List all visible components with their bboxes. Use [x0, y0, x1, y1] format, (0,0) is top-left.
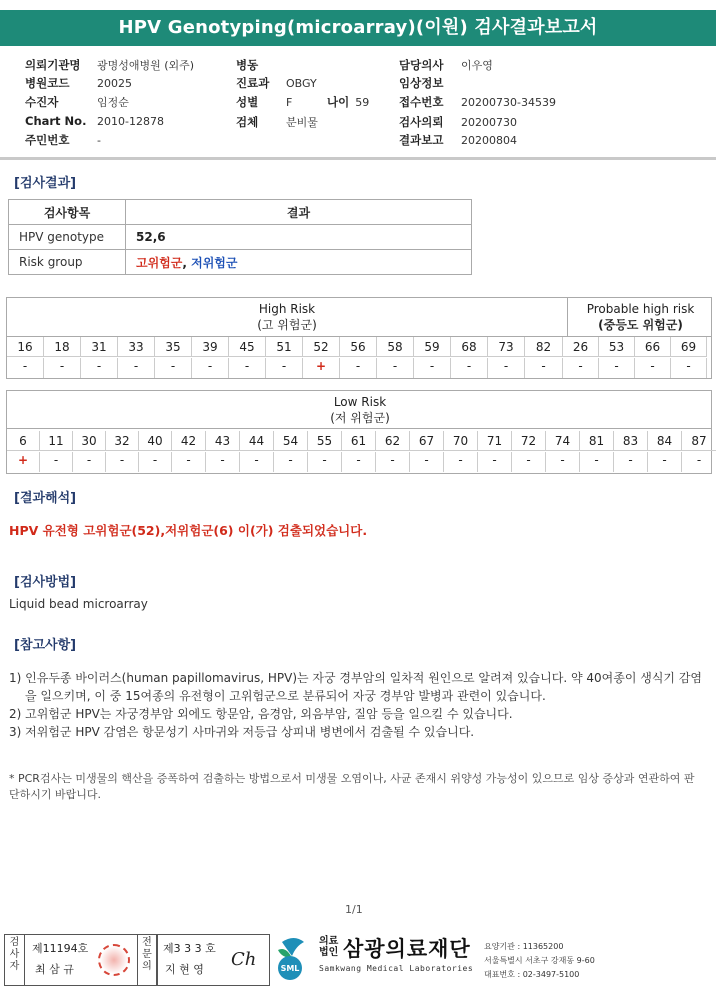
low-risk-results: [7, 452, 716, 472]
hpv-result-cell: -: [118, 358, 155, 378]
hpv-type-cell: 6: [7, 431, 40, 451]
hpv-result-cell: -: [671, 358, 707, 378]
hpv-result-cell: -: [451, 358, 488, 378]
hpv-result-cell: -: [599, 358, 635, 378]
foundation-title: 삼광의료재단: [343, 937, 471, 961]
hpv-type-cell: 61: [342, 431, 376, 451]
specialist-label: 전문의: [137, 935, 157, 985]
hpv-result-cell: -: [682, 452, 716, 472]
hpv-result-cell: -: [377, 358, 414, 378]
high-risk-types: [7, 337, 707, 357]
genotype-value: 52,6: [126, 225, 472, 250]
hpv-type-cell: 66: [635, 337, 671, 357]
low-risk-types: [7, 431, 716, 451]
note-3: 3) 저위험군 HPV 감염은 항문성기 사마귀와 저등급 상피내 병변에서 검출될 수 있습니다.: [9, 725, 475, 739]
hpv-type-cell: 69: [671, 337, 707, 357]
info-sex: 성별 F: [236, 95, 293, 109]
hpv-type-cell: 58: [377, 337, 414, 357]
svg-text:SML: SML: [280, 964, 300, 973]
hpv-result-cell: -: [106, 452, 139, 472]
info-patient: 수진자 임정순: [25, 95, 129, 109]
hpv-result-cell: -: [155, 358, 192, 378]
hpv-type-cell: 74: [546, 431, 580, 451]
info-hospital-code: 병원코드 20025: [25, 76, 132, 90]
info-resident-no: 주민번호 -: [25, 133, 101, 147]
hpv-type-cell: 84: [648, 431, 682, 451]
head-item: 검사항목: [9, 200, 126, 225]
risk-high-text: 고위험군: [136, 255, 183, 270]
info-specimen: 검체 분비물: [236, 115, 318, 129]
hpv-result-cell: -: [614, 452, 648, 472]
info-report-date: 결과보고 20200804: [399, 133, 517, 147]
hpv-result-cell: -: [410, 452, 444, 472]
hpv-type-cell: 30: [73, 431, 106, 451]
tester-license: 제11194호: [32, 942, 89, 955]
hpv-result-cell: -: [274, 452, 308, 472]
reference-notes: [9, 669, 709, 741]
signature-box: [4, 934, 270, 986]
sml-logo-icon: [274, 936, 314, 982]
foundation-contact: [484, 940, 595, 982]
hpv-result-cell: -: [525, 358, 563, 378]
hpv-result-cell: -: [172, 452, 206, 472]
hpv-result-cell: -: [648, 452, 682, 472]
hpv-result-cell: -: [444, 452, 478, 472]
hpv-type-cell: 32: [106, 431, 139, 451]
hpv-type-cell: 71: [478, 431, 512, 451]
low-risk-title: Low Risk (저 위험군): [330, 395, 390, 425]
hpv-type-cell: 87: [682, 431, 716, 451]
hpv-type-cell: 18: [44, 337, 81, 357]
low-risk-table: [6, 390, 712, 474]
risk-group-value: [126, 250, 472, 275]
hpv-type-cell: 59: [414, 337, 451, 357]
hpv-type-cell: 52: [303, 337, 340, 357]
section-method: [검사방법]: [14, 575, 77, 590]
hpv-type-cell: 68: [451, 337, 488, 357]
low-risk-header: [7, 391, 711, 429]
hpv-result-cell: -: [488, 358, 525, 378]
hpv-type-cell: 81: [580, 431, 614, 451]
info-chart-no: Chart No. 2010-12878: [25, 114, 164, 128]
legal-label: 의료법인: [319, 936, 339, 958]
hpv-type-cell: 82: [525, 337, 563, 357]
hpv-type-cell: 42: [172, 431, 206, 451]
hpv-result-cell: -: [192, 358, 229, 378]
info-ward: 병동: [236, 58, 259, 72]
hpv-type-cell: 55: [308, 431, 342, 451]
high-risk-results: [7, 358, 707, 378]
high-risk-table: [6, 297, 712, 379]
hpv-type-cell: 39: [192, 337, 229, 357]
hpv-result-cell: -: [376, 452, 410, 472]
hpv-result-cell: -: [546, 452, 580, 472]
table-row: [9, 250, 472, 275]
info-doctor: 담당의사 이우영: [399, 58, 493, 72]
risk-group-label: Risk group: [9, 250, 126, 275]
hpv-type-cell: 70: [444, 431, 478, 451]
hpv-type-cell: 26: [563, 337, 599, 357]
info-age: 나이 59: [327, 95, 370, 109]
info-clinical: 임상정보: [399, 76, 444, 90]
tester-name: 최 삼 규: [35, 963, 74, 976]
risk-separator: ,: [182, 255, 187, 270]
hpv-type-cell: 16: [7, 337, 44, 357]
hpv-result-cell: +: [303, 358, 340, 378]
hpv-type-cell: 54: [274, 431, 308, 451]
hpv-result-cell: -: [340, 358, 377, 378]
hpv-result-cell: -: [81, 358, 118, 378]
hpv-result-cell: -: [7, 358, 44, 378]
institution-code: 요양기관 : 11365200: [484, 942, 564, 951]
hpv-result-cell: -: [206, 452, 240, 472]
hpv-result-cell: -: [240, 452, 274, 472]
address: 서울특별시 서초구 강재동 9-60: [484, 956, 595, 965]
table-row: [9, 225, 472, 250]
hpv-result-cell: -: [73, 452, 106, 472]
hpv-type-cell: 62: [376, 431, 410, 451]
hpv-result-cell: -: [342, 452, 376, 472]
hpv-type-cell: 33: [118, 337, 155, 357]
hpv-result-cell: +: [7, 452, 40, 472]
foundation-english: Samkwang Medical Laboratories: [319, 964, 474, 973]
genotype-label: HPV genotype: [9, 225, 126, 250]
hpv-result-cell: -: [266, 358, 303, 378]
patient-info: [0, 52, 716, 160]
hpv-type-cell: 73: [488, 337, 525, 357]
specialist-license: 제3 3 3 호: [163, 942, 216, 955]
hpv-type-cell: 56: [340, 337, 377, 357]
interpretation-text: HPV 유전형 고위험군(52),저위험군(6) 이(가) 검출되었습니다.: [9, 523, 368, 538]
hpv-type-cell: 67: [410, 431, 444, 451]
head-result: 결과: [126, 200, 472, 225]
hpv-result-cell: -: [512, 452, 546, 472]
info-receipt-no: 접수번호 20200730-34539: [399, 95, 556, 109]
hpv-type-cell: 43: [206, 431, 240, 451]
method-text: Liquid bead microarray: [9, 597, 148, 611]
hpv-result-cell: -: [139, 452, 172, 472]
tester-label: 검사자: [5, 935, 25, 985]
hpv-result-cell: -: [635, 358, 671, 378]
report-title: HPV Genotyping(microarray)(이원) 검사결과보고서: [0, 10, 716, 46]
page-number: 1/1: [345, 903, 363, 916]
hpv-type-cell: 51: [266, 337, 303, 357]
high-risk-header: [7, 298, 711, 337]
hpv-result-cell: -: [308, 452, 342, 472]
specialist-name: 지 현 영: [165, 963, 204, 976]
hpv-type-cell: 83: [614, 431, 648, 451]
hpv-type-cell: 44: [240, 431, 274, 451]
result-table: [8, 199, 472, 275]
hpv-result-cell: -: [44, 358, 81, 378]
hpv-type-cell: 31: [81, 337, 118, 357]
hpv-type-cell: 53: [599, 337, 635, 357]
hpv-result-cell: -: [40, 452, 73, 472]
section-result: [검사결과]: [14, 176, 77, 191]
hpv-type-cell: 35: [155, 337, 192, 357]
hpv-result-cell: -: [414, 358, 451, 378]
risk-low-text: 저위험군: [191, 255, 238, 270]
probable-risk-title: Probable high risk (중등도 위험군): [586, 302, 695, 332]
section-interpretation: [결과해석]: [14, 491, 77, 506]
info-department: 진료과 OBGY: [236, 76, 317, 90]
seal-stamp-icon: [98, 944, 130, 976]
hpv-type-cell: 40: [139, 431, 172, 451]
hpv-result-cell: -: [580, 452, 614, 472]
pcr-note: * PCR검사는 미생물의 핵산을 증폭하여 검출하는 방법으로서 미생물 오염이나, 사균 존재시 위양성 가능성이 있으므로 임상 증상과 연관하여 판단하시기 바랍니다.: [9, 772, 695, 801]
section-reference: [참고사항]: [14, 638, 77, 653]
hpv-type-cell: 72: [512, 431, 546, 451]
note-1: 1) 인유두종 바이러스(human papillomavirus, HPV)는 자궁 경부암의 일차적 원인으로 알려져 있습니다. 약 40여종이 생식기 감염을 일으키며, 이 중 15여종의 유전형이 고위험군으로 분류되어 자궁 경부암 발병과 관련이 있습니다.: [9, 671, 703, 703]
hpv-result-cell: -: [229, 358, 266, 378]
hpv-type-cell: 45: [229, 337, 266, 357]
signature-icon: Ch: [231, 949, 257, 970]
high-risk-title: High Risk (고 위험군): [257, 302, 317, 332]
hpv-result-cell: -: [563, 358, 599, 378]
hpv-type-cell: 11: [40, 431, 73, 451]
info-request-date: 검사의뢰 20200730: [399, 115, 517, 129]
info-institution: 의뢰기관명 광명성애병원 (외주): [25, 58, 195, 72]
phone: 대표번호 : 02-3497-5100: [484, 970, 580, 979]
note-2: 2) 고위험군 HPV는 자궁경부암 외에도 항문암, 음경암, 외음부암, 질암 등을 일으킬 수 있습니다.: [9, 707, 513, 721]
hpv-result-cell: -: [478, 452, 512, 472]
